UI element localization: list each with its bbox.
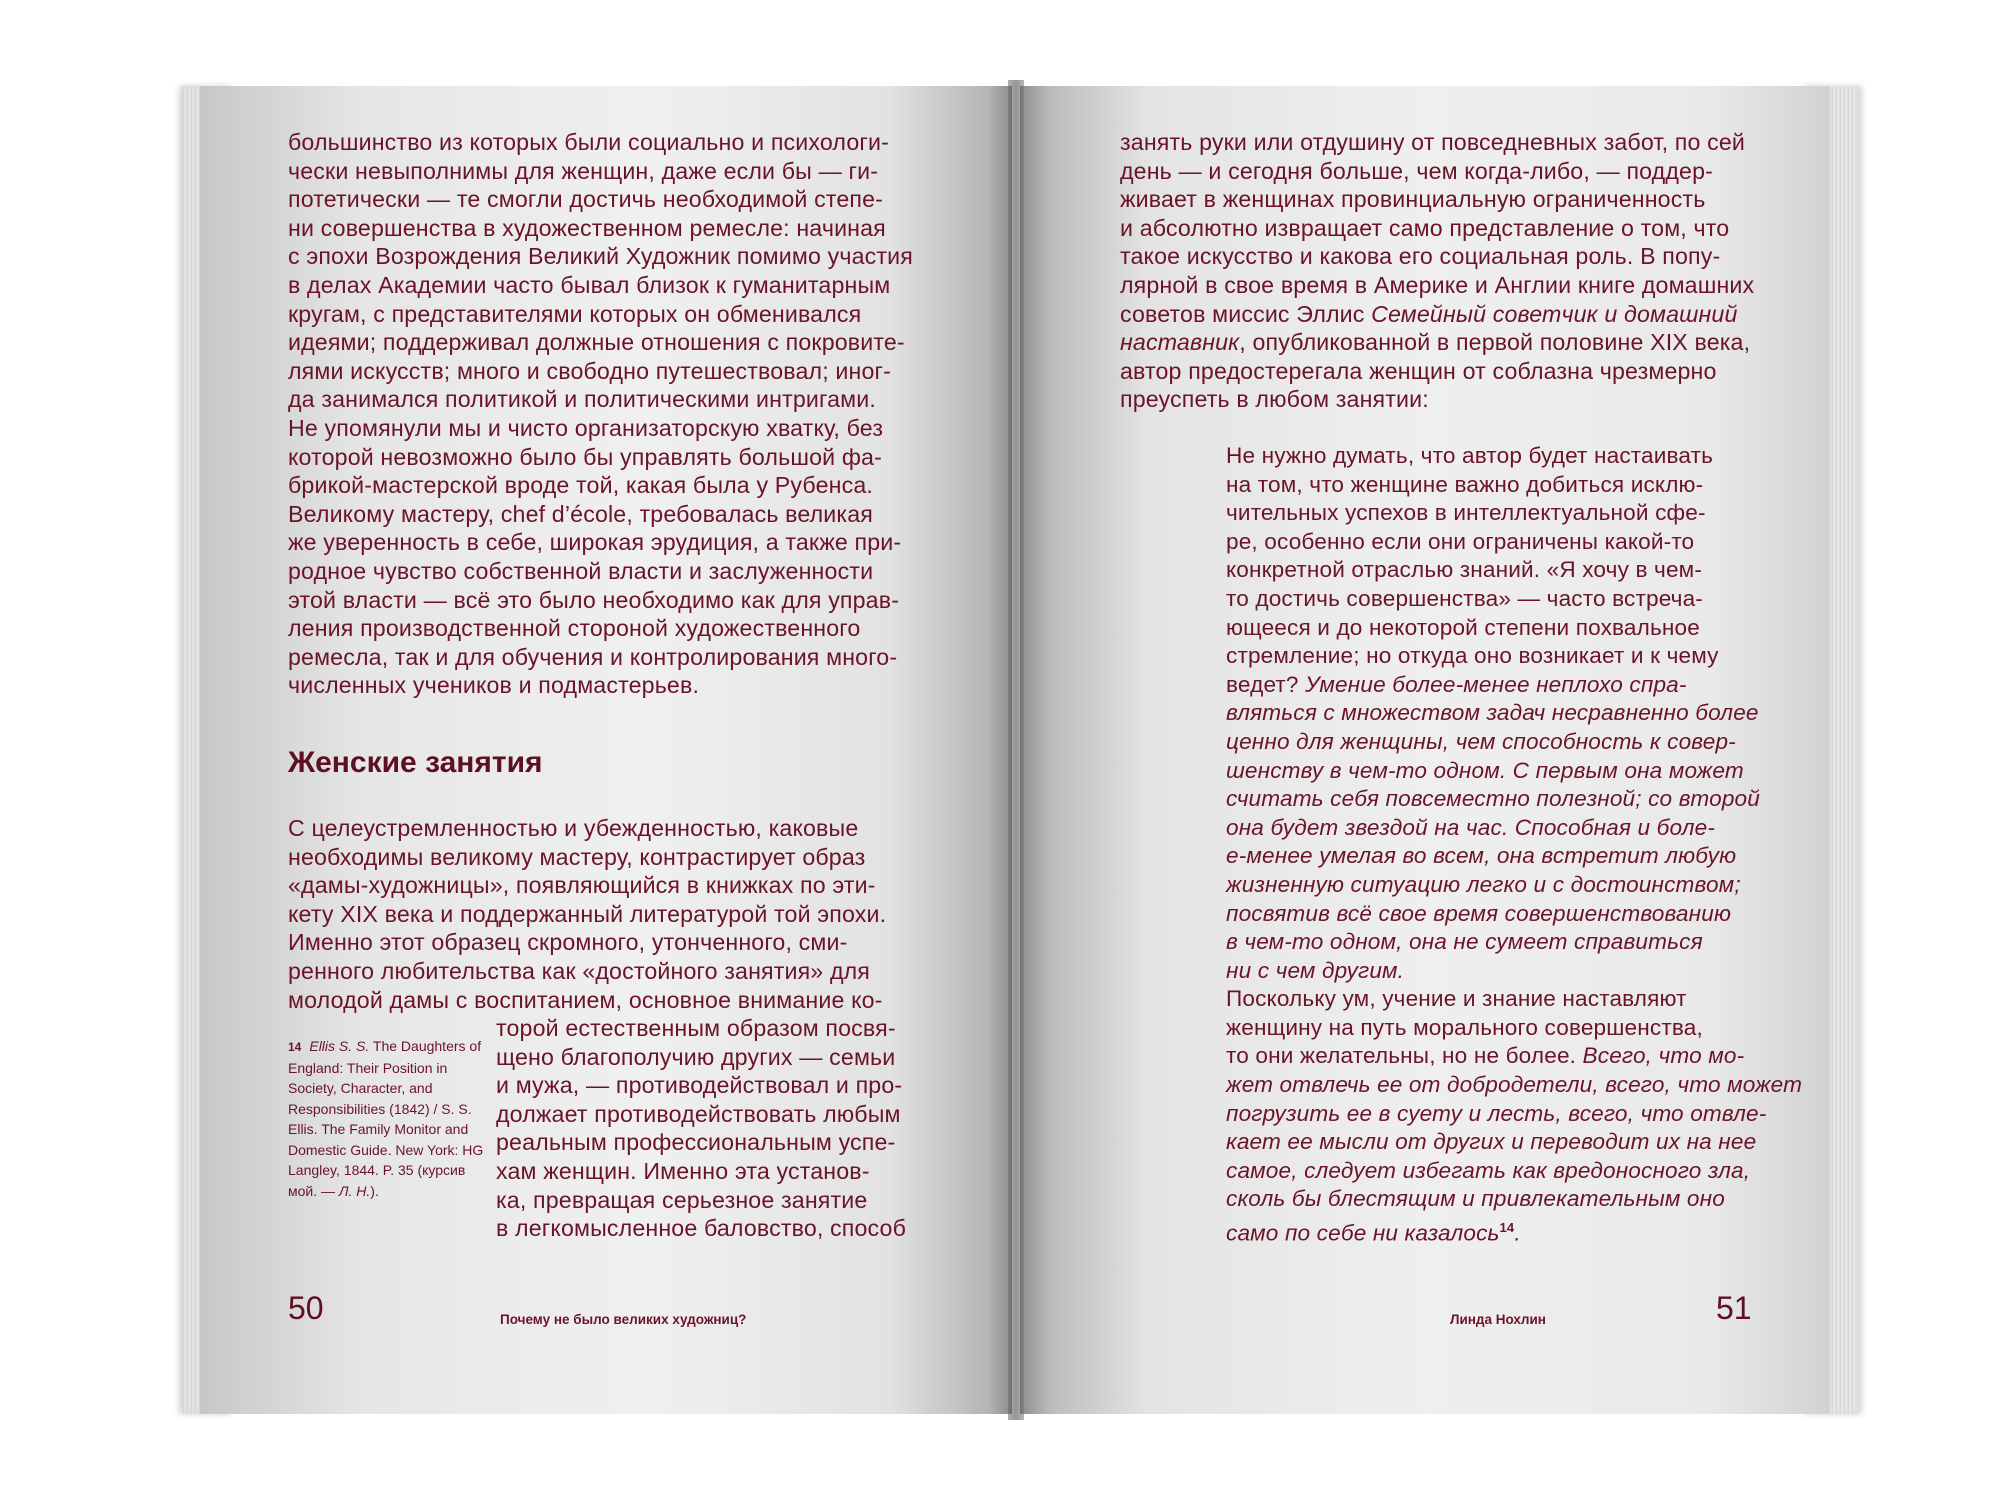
quote-line: кает ее мысли от других и переводит их на нее — [1226, 1129, 1757, 1155]
text-line: реальным профессиональным успе- — [496, 1129, 896, 1156]
text-line: Не упомянули мы и чисто организаторскую хватку, без — [288, 414, 884, 441]
text-line: ремесла, так и для обучения и контролирования много- — [288, 643, 898, 670]
text-line: с эпохи Возрождения Великий Художник помимо участия — [288, 243, 913, 270]
text-line: молодой дамы с воспитанием, основное внимание ко- — [288, 986, 883, 1013]
quote-line: ни с чем другим. — [1226, 957, 1405, 983]
text-line: лями искусств; много и свободно путешествовал; иног- — [288, 357, 891, 384]
footnote-initials: Л. Н. — [338, 1182, 371, 1199]
text-line — [1120, 300, 1760, 329]
text-line: которой невозможно было бы управлять большой фа- — [288, 443, 882, 470]
section-heading: Женские занятия — [288, 746, 543, 779]
footnote-author: Ellis S. S. — [309, 1038, 370, 1054]
text-line: чески невыполнимы для женщин, даже если бы — ги- — [288, 157, 879, 184]
footnote — [288, 1036, 488, 1201]
text-fragment: Всего, что мо- — [1582, 1043, 1745, 1069]
text-line: Именно этот образец скромного, утонченного, сми- — [288, 929, 848, 956]
footnote-close: ). — [370, 1182, 379, 1199]
quote-line: Не нужно думать, что автор будет настаивать — [1226, 443, 1714, 468]
book-spine — [1008, 80, 1024, 1420]
quote-line — [1226, 1042, 1766, 1071]
text-line — [1120, 328, 1760, 357]
text-fragment: , опубликованной в первой половине XIX века, — [1239, 329, 1751, 356]
text-line: в легкомысленное баловство, способ — [496, 1215, 907, 1242]
quote-line: жет отвлечь ее от добродетели, всего, что может — [1226, 1072, 1803, 1098]
text-line: ка, превращая серьезное занятие — [496, 1186, 868, 1213]
text-fragment: советов миссис Эллис — [1120, 300, 1365, 327]
text-line: родное чувство собственной власти и заслуженности — [288, 557, 874, 584]
quote-line: Поскольку ум, учение и знание наставляют — [1226, 986, 1687, 1012]
text-line: преуспеть в любом занятии: — [1120, 386, 1429, 413]
left-paragraph-1 — [288, 128, 928, 700]
book-title: Семейный советчик и домашний — [1371, 300, 1738, 327]
text-line: и мужа, — противодействовал и про- — [496, 1072, 903, 1099]
block-quote — [1226, 442, 1803, 1248]
quote-line — [1226, 1214, 1766, 1248]
text-line: необходимы великому мастеру, контрастирует образ — [288, 843, 866, 870]
footnote-reference: 14 — [1499, 1220, 1515, 1236]
text-line: такое искусство и какова его социальная роль. В попу- — [1120, 243, 1721, 270]
quote-line: на том, что женщине важно добиться исклю- — [1226, 471, 1704, 497]
text-fragment: само по себе ни казалось — [1226, 1220, 1500, 1246]
text-line: «дамы-художницы», появляющийся в книжках по эти- — [288, 872, 876, 899]
text-line: численных учеников и подмастерьев. — [288, 672, 700, 699]
quote-line: ценно для женщины, чем способность к совер- — [1226, 728, 1736, 754]
text-line: и абсолютно извращает само представление о том, что — [1120, 214, 1730, 241]
text-line: кругам, с представителями которых он обменивался — [288, 300, 862, 327]
text-line: день — и сегодня больше, чем когда-либо, — поддер- — [1120, 157, 1714, 184]
quote-line: считать себя повсеместно полезной; со второй — [1226, 786, 1760, 812]
text-line: живает в женщинах провинциальную ограниченность — [1120, 186, 1706, 213]
quote-line: ре, особенно если они ограничены какой-то — [1226, 528, 1695, 554]
text-line: занять руки или отдушину от повседневных забот, по сей — [1120, 129, 1745, 155]
quote-line: женщину на путь морального совершенства, — [1226, 1014, 1703, 1040]
quote-line: чительных успехов в интеллектуальной сфе- — [1226, 500, 1706, 526]
text-line: ления производственной стороной художественного — [288, 615, 861, 642]
quote-line: посвятив всё свое время совершенствованию — [1226, 900, 1732, 926]
text-line: лярной в свое время в Америке и Англии книге домашних — [1120, 271, 1755, 298]
text-fragment: . — [1514, 1220, 1521, 1246]
text-line: в делах Академии часто бывал близок к гуманитарным — [288, 271, 891, 298]
text-line: большинство из которых были социально и психологи- — [288, 129, 889, 155]
text-fragment: то они желательны, но не более. — [1226, 1043, 1577, 1069]
quote-line: она будет звездой на час. Способная и боле- — [1226, 814, 1716, 840]
text-fragment: ведет? — [1226, 671, 1299, 697]
text-line: ренного любительства как «достойного занятия» для — [288, 957, 871, 984]
text-line: должает противодействовать любым — [496, 1100, 901, 1127]
quote-line: е-менее умелая во всем, она встретит любую — [1226, 843, 1737, 869]
quote-line: жизненную ситуацию легко и с достоинством; — [1226, 871, 1741, 897]
text-line: потетически — те смогли достичь необходимой степе- — [288, 186, 883, 213]
book-title: наставник — [1120, 329, 1240, 356]
right-paragraph-1 — [1120, 128, 1760, 414]
text-line: ни совершенства в художественном ремесле: начиная — [288, 214, 886, 241]
text-line: автор предостерегала женщин от соблазна чрезмерно — [1120, 357, 1717, 384]
text-line: Великому мастеру, chef d’école, требовалась великая — [288, 500, 873, 527]
quote-line: в чем-то одном, она не сумеет справиться — [1226, 929, 1703, 955]
quote-line: то достичь совершенства» — часто встреча- — [1226, 585, 1703, 611]
left-page — [200, 86, 1012, 1414]
quote-line: погрузить ее в суету и лесть, всего, что отвле- — [1226, 1100, 1767, 1126]
quote-line: вляться с множеством задач несравненно более — [1226, 700, 1759, 726]
quote-line: самое, следует избегать как вредоносного зла, — [1226, 1157, 1751, 1183]
quote-line: ющееся и до некоторой степени похвальное — [1226, 614, 1700, 640]
text-line: кету XIX века и поддержанный литературой той эпохи. — [288, 900, 887, 927]
quote-line — [1226, 671, 1766, 700]
left-paragraph-3 — [496, 1014, 928, 1243]
text-line: этой власти — всё это было необходимо как для управ- — [288, 586, 900, 613]
right-page — [1020, 86, 1830, 1414]
text-line: хам женщин. Именно эта установ- — [496, 1157, 870, 1184]
text-line: же уверенность в себе, широкая эрудиция, а также при- — [288, 529, 902, 556]
text-line: брикой-мастерской вроде той, какая была у Рубенса. — [288, 472, 873, 499]
text-line: щено благополучию других — семьи — [496, 1043, 896, 1070]
quote-line: стремление; но откуда оно возникает и к чему — [1226, 643, 1719, 669]
text-line: торой естественным образом посвя- — [496, 1015, 896, 1041]
left-paragraph-2 — [288, 814, 928, 1014]
footnote-number: 14 — [288, 1040, 302, 1054]
quote-line: шенству в чем-то одном. С первым она может — [1226, 757, 1744, 783]
text-line: идеями; поддерживал должные отношения с покровите- — [288, 329, 905, 356]
running-title-left: Почему не было великих художниц? — [500, 1312, 747, 1327]
quote-line: конкретной отраслью знаний. «Я хочу в чем- — [1226, 557, 1703, 583]
text-line: да занимался политикой и политическими интригами. — [288, 386, 876, 413]
quote-line: сколь бы блестящим и привлекательным оно — [1226, 1186, 1725, 1212]
text-fragment: Умение более-менее неплохо спра- — [1305, 671, 1687, 697]
page-number-right: 51 — [1716, 1290, 1752, 1326]
text-line: С целеустремленностью и убежденностью, каковые — [288, 815, 859, 841]
page-number-left: 50 — [288, 1290, 324, 1326]
running-title-right: Линда Нохлин — [1450, 1312, 1546, 1327]
footnote-text: The Daughters of England: Their Position in Society, Character, and Responsibilities (1842) / S. S. Ellis. The Family Monitor and Domestic Guide. New York: HG Langley, 1844. P. 35 (курсив мой. — — [288, 1038, 484, 1199]
